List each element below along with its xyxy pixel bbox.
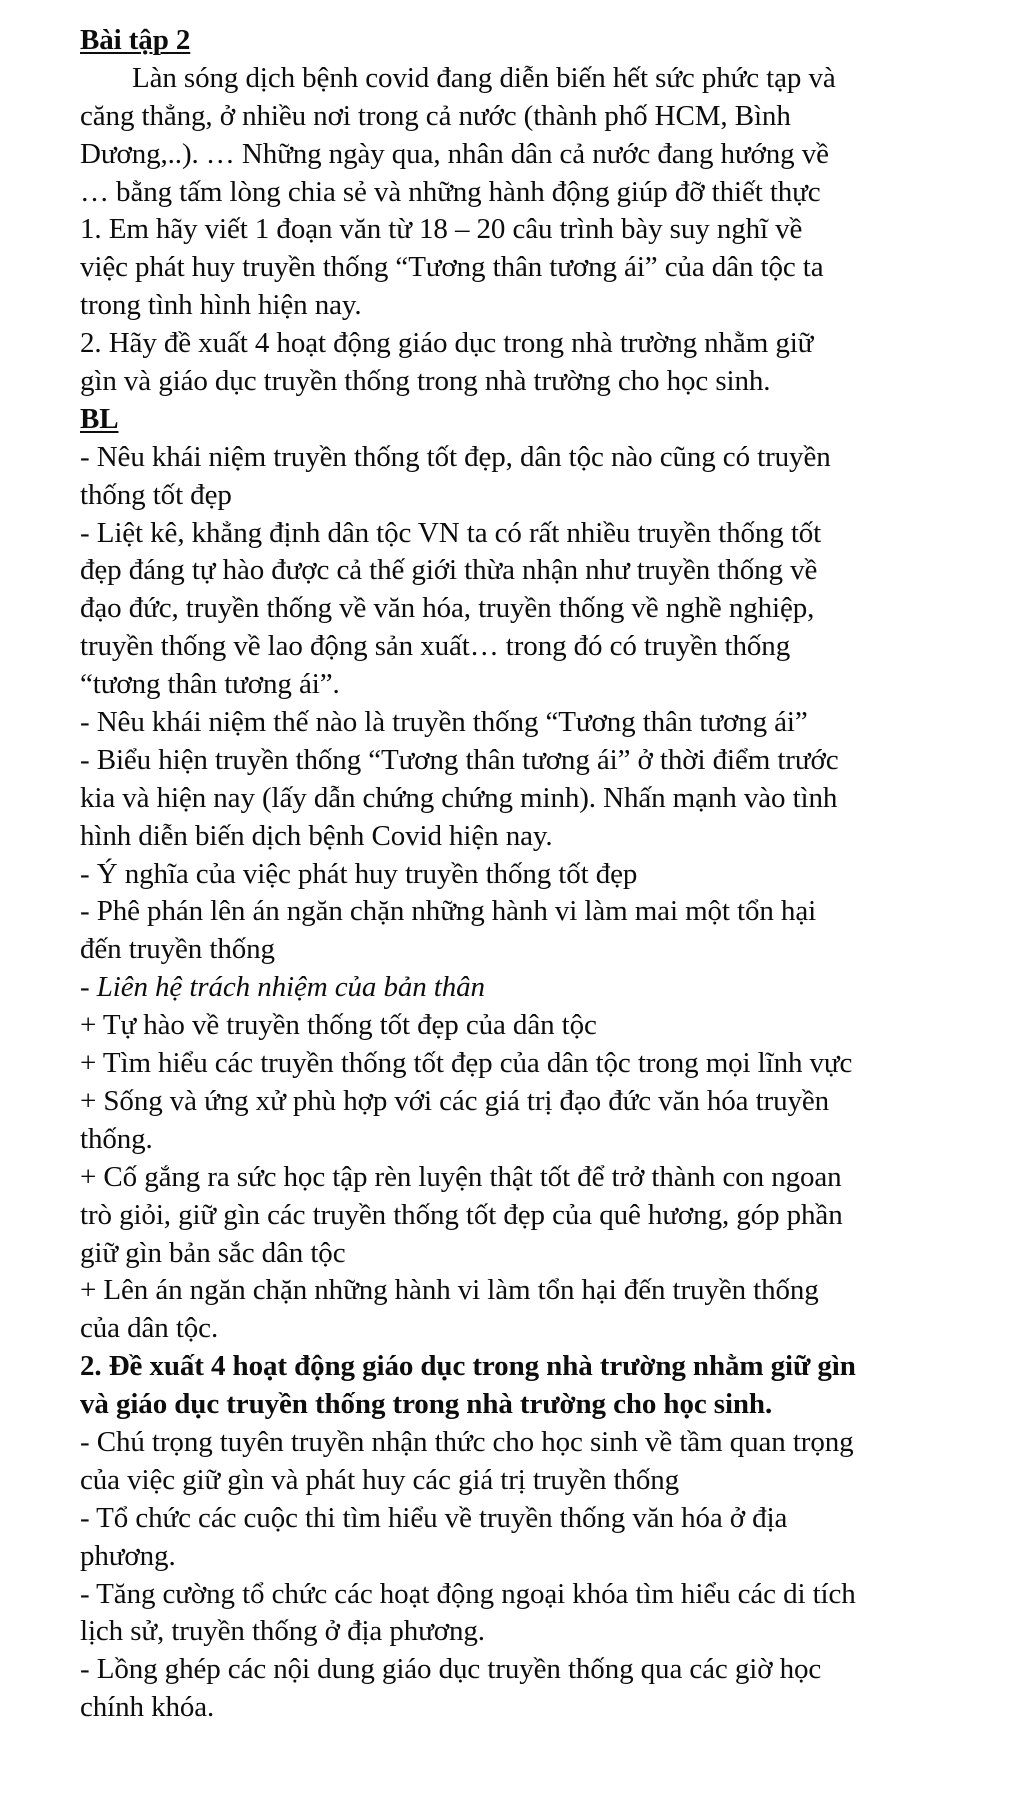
answer-heading: BL (80, 402, 119, 435)
answer-1-line: - Nêu khái niệm thế nào là truyền thống “Tương thân tương ái” (80, 706, 808, 739)
intro-line: … bằng tấm lòng chia sẻ và những hành động giúp đỡ thiết thực (80, 175, 821, 208)
answer-1-line: đạo đức, truyền thống về văn hóa, truyền thống về nghề nghiệp, (80, 592, 815, 625)
answer-2-line: - Lồng ghép các nội dung giáo dục truyền thống qua các giờ học (80, 1653, 822, 1686)
question-2-line: gìn và giáo dục truyền thống trong nhà trường cho học sinh. (80, 365, 771, 398)
answer-1-line: + Tìm hiểu các truyền thống tốt đẹp của dân tộc trong mọi lĩnh vực (80, 1047, 853, 1080)
question-1 (80, 211, 1000, 325)
answer-1-line: đẹp đáng tự hào được cả thế giới thừa nhận như truyền thống về (80, 554, 818, 587)
answer-1-line: - Liệt kê, khẳng định dân tộc VN ta có rất nhiều truyền thống tốt (80, 516, 822, 549)
answer-1-line: truyền thống về lao động sản xuất… trong đó có truyền thống (80, 630, 791, 663)
answer-1-line: trò giỏi, giữ gìn các truyền thống tốt đẹp của quê hương, góp phần (80, 1198, 843, 1231)
answer-1-line: giữ gìn bản sắc dân tộc (80, 1236, 346, 1269)
answer-1-line: - Phê phán lên án ngăn chặn những hành vi làm mai một tổn hại (80, 895, 817, 928)
answer-2-heading-line: 2. Đề xuất 4 hoạt động giáo dục trong nhà trường nhằm giữ gìn (80, 1350, 856, 1383)
answer-1-line: đến truyền thống (80, 933, 275, 966)
answer-1-line: “tương thân tương ái”. (80, 668, 340, 701)
intro-paragraph (80, 60, 1000, 212)
answer-1-line: - Ý nghĩa của việc phát huy truyền thống tốt đẹp (80, 857, 638, 890)
answer-2-line: chính khóa. (80, 1691, 215, 1724)
answer-2-line: phương. (80, 1539, 176, 1572)
answer-2-line: - Tổ chức các cuộc thi tìm hiểu về truyền thống văn hóa ở địa (80, 1501, 788, 1534)
question-2-line: 2. Hãy đề xuất 4 hoạt động giáo dục trong nhà trường nhằm giữ (80, 327, 814, 360)
responsibility-heading: - Liên hệ trách nhiệm của bản thân (80, 971, 485, 1004)
answer-1-outline (80, 439, 1000, 1348)
answer-2-line: - Chú trọng tuyên truyền nhận thức cho học sinh về tầm quan trọng (80, 1425, 854, 1458)
answer-1-line: của dân tộc. (80, 1312, 219, 1345)
answer-1-line: + Cố gắng ra sức học tập rèn luyện thật tốt để trở thành con ngoan (80, 1160, 842, 1193)
intro-line: căng thẳng, ở nhiều nơi trong cả nước (thành phố HCM, Bình (80, 99, 791, 132)
question-1-line: 1. Em hãy viết 1 đoạn văn từ 18 – 20 câu trình bày suy nghĩ về (80, 213, 803, 246)
answer-1-line: thống tốt đẹp (80, 478, 232, 511)
exercise-title: Bài tập 2 (80, 24, 191, 56)
answer-1-line: + Tự hào về truyền thống tốt đẹp của dân tộc (80, 1009, 597, 1042)
question-1-line: việc phát huy truyền thống “Tương thân tương ái” của dân tộc ta (80, 251, 824, 284)
answer-1-line: thống. (80, 1122, 153, 1155)
intro-line: Làn sóng dịch bệnh covid đang diễn biến hết sức phức tạp và (132, 61, 836, 94)
answer-1-line: + Sống và ứng xử phù hợp với các giá trị đạo đức văn hóa truyền (80, 1084, 830, 1117)
answer-1-line: + Lên án ngăn chặn những hành vi làm tổn hại đến truyền thống (80, 1274, 819, 1307)
answer-1-line: kia và hiện nay (lấy dẫn chứng chứng minh). Nhấn mạnh vào tình (80, 781, 838, 814)
answer-1-line: hình diễn biến dịch bệnh Covid hiện nay. (80, 819, 553, 852)
answer-2-line: - Tăng cường tổ chức các hoạt động ngoại khóa tìm hiểu các di tích (80, 1577, 856, 1610)
document-page (80, 22, 1000, 1727)
answer-1-line: - Nêu khái niệm truyền thống tốt đẹp, dân tộc nào cũng có truyền (80, 440, 831, 473)
question-1-line: trong tình hình hiện nay. (80, 289, 362, 322)
answer-1-line: - Biểu hiện truyền thống “Tương thân tương ái” ở thời điểm trước (80, 743, 839, 776)
answer-2-heading-line: và giáo dục truyền thống trong nhà trường cho học sinh. (80, 1388, 773, 1421)
answer-2-line: của việc giữ gìn và phát huy các giá trị truyền thống (80, 1463, 680, 1496)
answer-2-line: lịch sử, truyền thống ở địa phương. (80, 1615, 485, 1648)
answer-2-heading (80, 1348, 1000, 1424)
answer-2-list (80, 1424, 1000, 1727)
question-2 (80, 325, 1000, 401)
intro-line: Dương,..). … Những ngày qua, nhân dân cả nước đang hướng về (80, 137, 829, 170)
